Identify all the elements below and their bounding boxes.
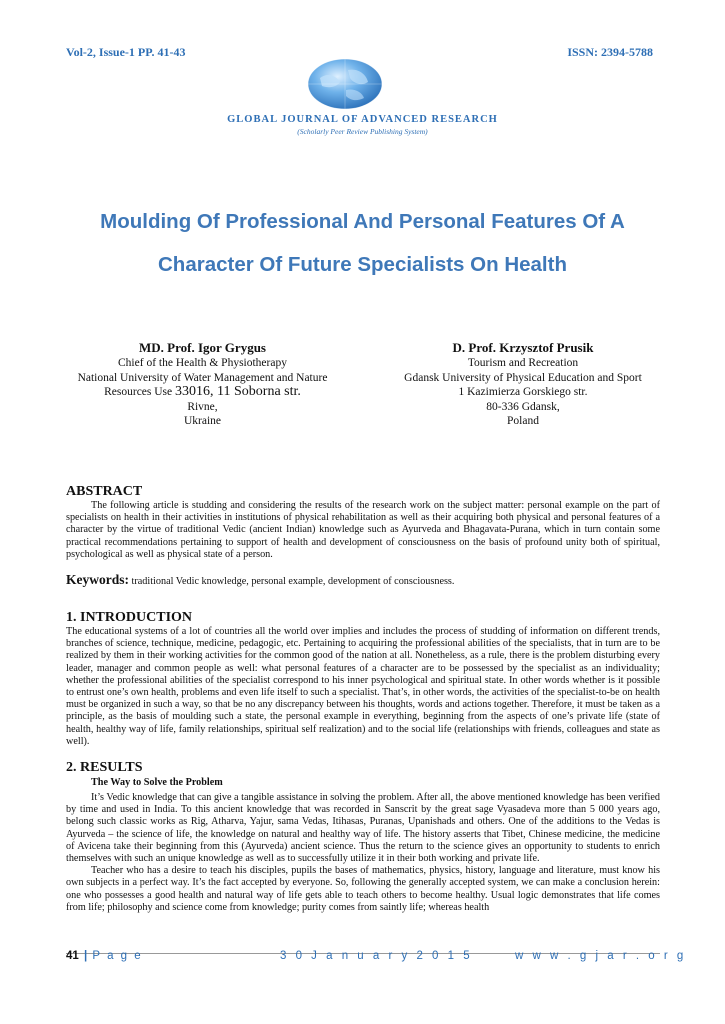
author-address-line: [60, 385, 345, 400]
results-paragraph-2: Teacher who has a desire to teach his disciples, pupils the bases of mathematics, physics, history, language and literature, must know his own subjects in a perfect way. It’s the fact accepted by everyone. So, following the generally accepted system, we can make a conclusion herein: one who possesses a good health and natural way of life gets able to teach others to become healthy. Usual logic demonstrates that life comes from life; philosophy and science come from knowledge; purity comes from saintly life; whereas health: [66, 865, 660, 913]
author-name: D. Prof. Krzysztof Prusik: [452, 340, 594, 355]
introduction-heading: 1. INTRODUCTION: [66, 610, 193, 625]
results-subheading: The Way to Solve the Problem: [91, 777, 223, 788]
abstract-section: [66, 484, 660, 561]
journal-volume: Vol-2, Issue-1 PP. 41-43: [66, 45, 186, 59]
author-affiliation-line: National University of Water Management and Nature: [77, 371, 328, 384]
paper-title: [40, 200, 685, 286]
paper-title-line-2: Character Of Future Specialists On Health: [158, 253, 567, 276]
keywords-label: Keywords:: [66, 572, 129, 587]
globe-icon: [306, 58, 384, 110]
footer-date: 3 0 J a n u a r y 2 0 1 5: [280, 950, 473, 962]
author-address-part: 33016, 11 Soborna str.: [175, 384, 301, 399]
author-city: Rivne,: [187, 400, 218, 413]
author-affiliation-line: Tourism and Recreation: [467, 357, 579, 369]
author-country: Ukraine: [183, 415, 222, 427]
results-heading: 2. RESULTS: [66, 760, 143, 775]
author-address-line: 1 Kazimierza Gorskiego str.: [458, 386, 588, 398]
author-address-part: Resources Use: [104, 386, 176, 398]
page-word: P a g e: [92, 950, 143, 962]
author-country: Poland: [507, 415, 539, 427]
results-section: [66, 760, 660, 914]
author-name: MD. Prof. Igor Grygus: [139, 340, 266, 355]
introduction-text: The educational systems of a lot of countries all the world over implies and includes the process of studding of information on different trends, branches of science, technique, medicine, pedagogic, etc. Pertaining to acquiring the professional abilities of the specialists, that in turn are to be realized by them in their working activities for the common good of the nation at all. Nonetheless, as a rule, there is the problem disturbing every leader, manager and common people as well: what personal features of a character are to be possessed by the specialist as an individuality; whether the professional abilities of the specialist correspond to his inner psychological and spiritual state. In other words whether is it possible to entrust one’s own health, problems and even life itself to such a specialist. That’s, in other words, the activities of the specialist-to-be on health must be organized in such a way, so that be no any discrepancy between his thoughts, words and actions together. Therefore, it must be taken as a principle, as the basis of moulding such a state, the personal example in everything, beginning from the aspects of one’s private life (state of health, healthy way of life, family relationships, spiritual self realization) and to the social life (relationships with friends, colleagues and state as well).: [66, 626, 660, 747]
page-number: 41: [66, 950, 79, 962]
abstract-heading: ABSTRACT: [66, 484, 143, 499]
paper-title-line-1: Moulding Of Professional And Personal Features Of A: [100, 210, 625, 233]
keywords-text: traditional Vedic knowledge, personal example, development of consciousness.: [131, 576, 455, 587]
author-block-1: [60, 339, 345, 429]
abstract-text: The following article is studding and considering the results of the research work on the subject matter: personal example on the part of specialists on health in their activities in institutions of physical rehabilitation as well as their acquiring both physical and personal features of a character by the virtue of traditional Vedic (ancient Indian) knowledge such as Ayurveda and Bhagavata-Purana, which in turn contain some practical recommendations pertaining to support of health and development of consciousness on the basis of profound unity both of spiritual, psychological as well as physical state of a person.: [66, 500, 660, 560]
author-block-2: [378, 339, 668, 429]
author-affiliation-line: Chief of the Health & Physiotherapy: [118, 357, 287, 369]
footer-pipe: |: [84, 950, 88, 962]
journal-name: GLOBAL JOURNAL OF ADVANCED RESEARCH: [227, 114, 498, 125]
results-paragraph-1: It’s Vedic knowledge that can give a tangible assistance in solving the problem. After all, the above mentioned knowledge has been verified by time and used in India. To this ancient knowledge that was recorded in Sanscrit by the great sage Vyasadeva more than 5 000 years ago, belong such classic works as Rig, Atharva, Yajur, sama Vedas, Itihasas, Puranas, Upanishads and others. One of the additions to the Vedas is Ayurveda – the science of life, the knowledge on natural and healthy way of life. The history asserts that Tibet, Chinese medicine, the medicine of Avicena take their beginning from this (Ayurveda) ancient science. Thus the return to the science gives an opportunity to students to enrich themselves with such an unique knowledge as well as to successfully utilize it in their both working and private life.: [66, 792, 660, 865]
journal-logo: [0, 50, 725, 150]
author-city: 80-336 Gdansk,: [486, 400, 560, 413]
journal-subtitle: (Scholarly Peer Review Publishing System): [297, 127, 428, 136]
footer-page: [66, 950, 143, 962]
keywords-section: [66, 572, 660, 588]
introduction-section: [66, 610, 660, 748]
author-affiliation-line: Gdansk University of Physical Education and Sport: [404, 371, 642, 384]
footer-website: w w w . g j a r . o r g: [515, 950, 687, 962]
journal-issn: ISSN: 2394-5788: [567, 45, 653, 59]
